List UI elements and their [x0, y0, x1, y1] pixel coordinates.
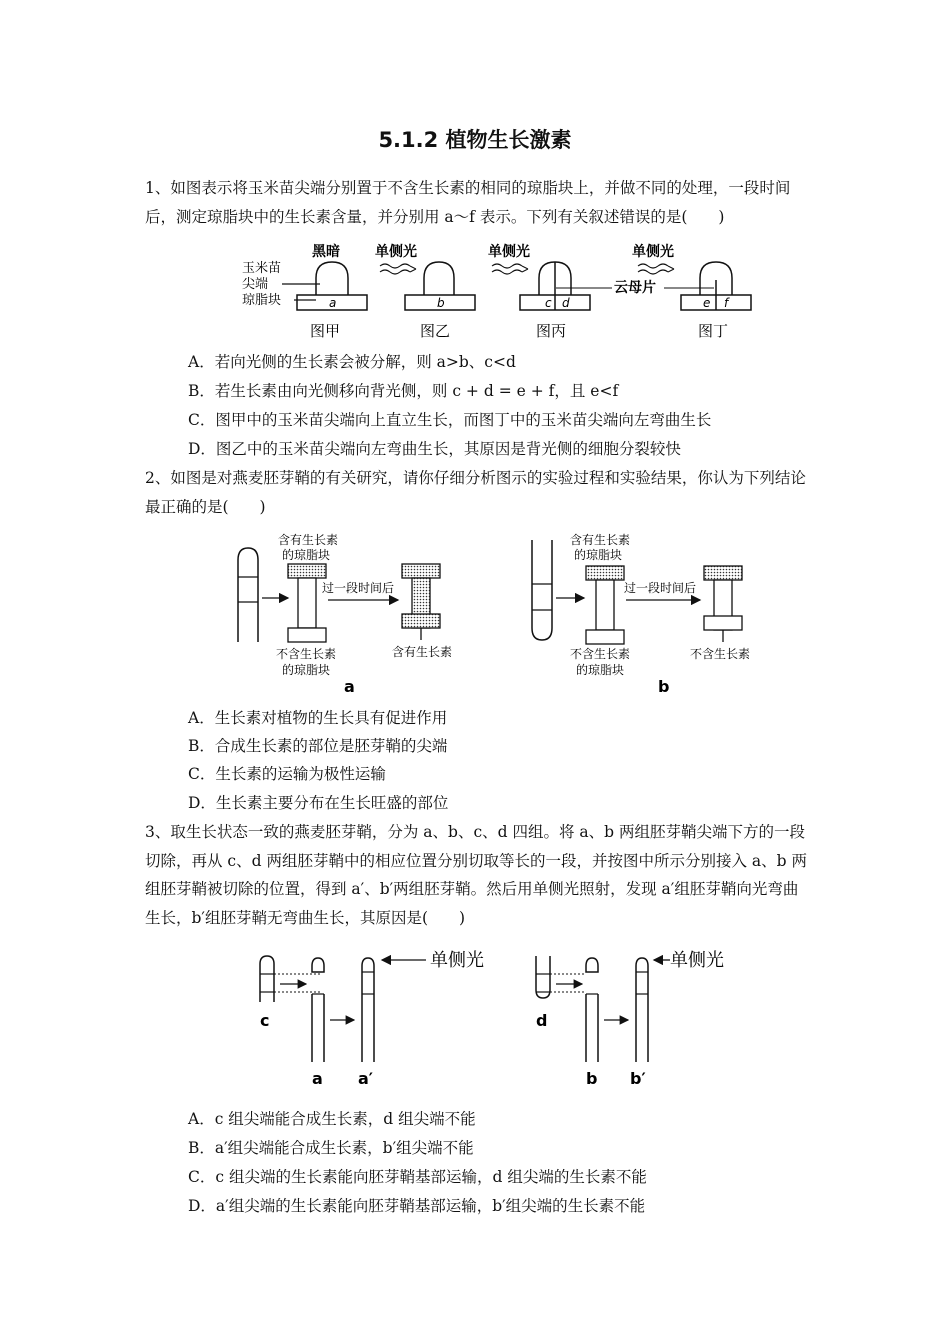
caption-fig-ding: 图丁 — [698, 322, 729, 340]
figure-q1 — [240, 240, 780, 345]
letter-d: d — [562, 296, 570, 310]
q3-label-a: a — [312, 1069, 323, 1088]
letter-f: f — [724, 296, 729, 310]
q2b-result-label: 不含生长素 — [690, 647, 751, 661]
q3-option-a: A．c 组尖端能合成生长素，d 组尖端不能 — [188, 1110, 476, 1128]
q3-label-b: b — [586, 1069, 598, 1088]
q3-light-right: 单侧光 — [670, 950, 724, 971]
question-1-stem: 1、如图表示将玉米苗尖端分别置于不含生长素的相同的琼脂块上，并做不同的处理，一段时间后，测定琼脂块中的生长素含量，并分别用 a～f 表示。下列有关叙述错误的是( ) — [145, 179, 791, 226]
q2a-bottom-label-2: 的琼脂块 — [282, 663, 331, 677]
q2-panel-b: b — [658, 677, 670, 696]
q3-option-b: B．a′组尖端能合成生长素，b′组尖端不能 — [188, 1139, 474, 1157]
q2-option-a: A．生长素对植物的生长具有促进作用 — [188, 709, 448, 727]
label-light-yi: 单侧光 — [375, 244, 417, 260]
q2a-top-label-1: 含有生长素 — [278, 533, 339, 547]
caption-fig-bing: 图丙 — [536, 322, 567, 340]
label-light-bing: 单侧光 — [488, 244, 530, 260]
q2b-bottom-label-1: 不含生长素 — [570, 647, 631, 661]
question-3-stem: 3、取生长状态一致的燕麦胚芽鞘，分为 a、b、c、d 四组。将 a、b 两组胚芽鞘尖端下方的一段切除，再从 c、d 两组胚芽鞘中的相应位置分别切取等长的一段，并按图中所示分别接入 a、b 两组胚芽鞘被切除的位置，得到 a′、b′两组胚芽鞘。然后用单侧光照射，发现 a′组胚芽鞘向光弯曲生长，b′组胚芽鞘无弯曲生长，其原因是( ) — [145, 823, 807, 927]
letter-b: b — [437, 296, 445, 310]
q2-option-b: B．合成生长素的部位是胚芽鞘的尖端 — [188, 737, 448, 755]
q1-option-c: C．图甲中的玉米苗尖端向上直立生长，而图丁中的玉米苗尖端向左弯曲生长 — [188, 411, 712, 429]
q1-option-b: B．若生长素由向光侧移向背光侧，则 c + d = e + f，且 e<f — [188, 382, 619, 400]
q3-light-left: 单侧光 — [430, 950, 484, 971]
q2-option-d: D．生长素主要分布在生长旺盛的部位 — [188, 794, 449, 812]
letter-a: a — [329, 296, 337, 310]
q3-option-d: D．a′组尖端的生长素能向胚芽鞘基部运输，b′组尖端的生长素不能 — [188, 1197, 646, 1215]
caption-fig-yi: 图乙 — [420, 322, 451, 340]
q2a-bottom-label-1: 不含生长素 — [276, 647, 337, 661]
label-dark: 黑暗 — [312, 244, 340, 260]
question-2-stem: 2、如图是对燕麦胚芽鞘的有关研究，请你仔细分析图示的实验过程和实验结果，你认为下列结论最正确的是( ) — [145, 469, 806, 516]
q2a-result-label: 含有生长素 — [392, 645, 453, 659]
q3-label-c: c — [260, 1011, 270, 1030]
q2a-top-label-2: 的琼脂块 — [282, 548, 331, 562]
figure-q2 — [230, 532, 770, 697]
q2b-bottom-label-2: 的琼脂块 — [576, 663, 625, 677]
letter-c: c — [545, 296, 552, 310]
q3-option-c: C．c 组尖端的生长素能向胚芽鞘基部运输，d 组尖端的生长素不能 — [188, 1168, 647, 1186]
caption-fig-jia: 图甲 — [310, 322, 341, 340]
q1-option-d: D．图乙中的玉米苗尖端向左弯曲生长，其原因是背光侧的细胞分裂较快 — [188, 440, 681, 458]
q2-panel-a: a — [344, 677, 355, 696]
q3-label-b-prime: b′ — [630, 1069, 646, 1088]
q2b-top-label-1: 含有生长素 — [570, 533, 631, 547]
q3-label-a-prime: a′ — [358, 1069, 374, 1088]
label-tip: 尖端 — [242, 277, 269, 292]
figure-q3 — [250, 942, 750, 1092]
label-light-ding: 单侧光 — [632, 244, 674, 260]
q2b-top-label-2: 的琼脂块 — [574, 548, 623, 562]
label-mica: 云母片 — [614, 280, 656, 296]
q2b-arrow-text: 过一段时间后 — [624, 581, 697, 595]
q2a-arrow-text: 过一段时间后 — [322, 581, 395, 595]
label-seedling: 玉米苗 — [242, 261, 282, 276]
label-agar: 琼脂块 — [242, 293, 282, 308]
page-title: 5.1.2 植物生长激素 — [378, 128, 572, 152]
q2-option-c: C．生长素的运输为极性运输 — [188, 765, 386, 783]
letter-e: e — [703, 296, 711, 310]
q3-label-d: d — [536, 1011, 548, 1030]
q1-option-a: A．若向光侧的生长素会被分解，则 a>b、c<d — [188, 353, 516, 371]
